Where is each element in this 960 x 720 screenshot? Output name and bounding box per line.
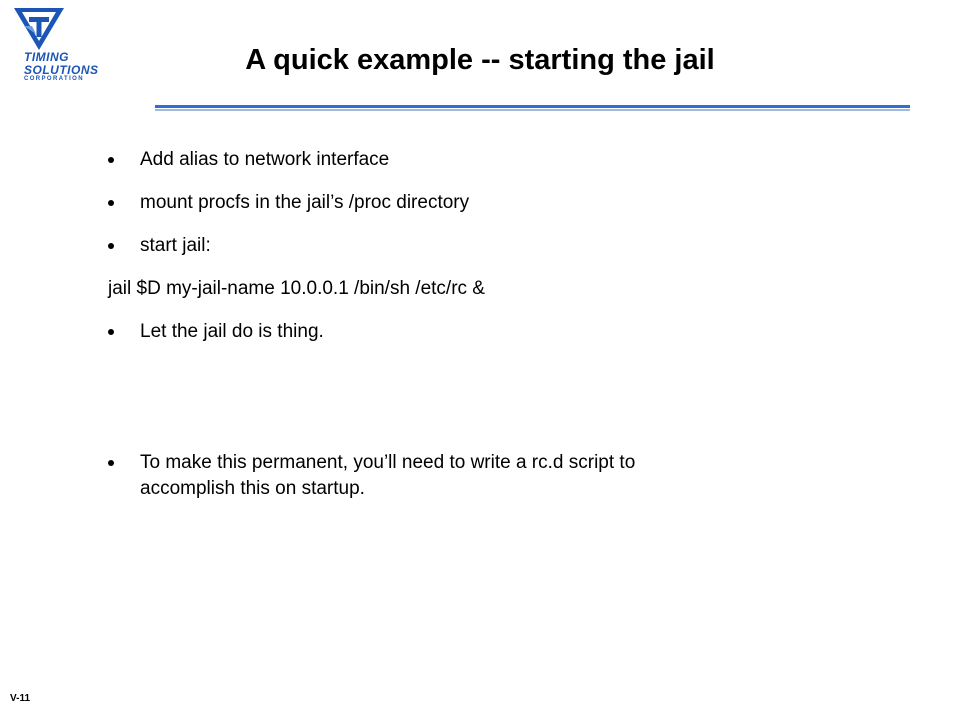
jail-command-line: jail $D my-jail-name 10.0.0.1 /bin/sh /etc/rc & <box>108 278 485 299</box>
logo-text-timing: TIMING <box>24 50 69 64</box>
title-divider-shadow <box>155 109 910 111</box>
bullet-add-alias: Add alias to network interface <box>140 149 390 170</box>
bullet-dot <box>108 460 114 466</box>
logo-text-corporation: CORPORATION <box>24 76 84 82</box>
bullet-dot <box>108 243 114 249</box>
bullet-let-jail: Let the jail do is thing. <box>140 321 324 342</box>
bullet-dot <box>108 157 114 163</box>
bullet-start-jail: start jail: <box>140 235 211 256</box>
bullet-dot <box>108 200 114 206</box>
bullet-permanent-line1: To make this permanent, you’ll need to write a rc.d script to <box>140 452 636 473</box>
title-divider <box>155 105 910 108</box>
slide-title: A quick example -- starting the jail <box>245 44 715 76</box>
bullet-mount-procfs: mount procfs in the jail’s /proc directory <box>140 192 470 213</box>
bullet-permanent-line2: accomplish this on startup. <box>140 478 365 499</box>
logo-text-solutions: SOLUTIONS <box>24 63 99 77</box>
bullet-dot <box>108 329 114 335</box>
slide-number: V-11 <box>10 693 31 704</box>
